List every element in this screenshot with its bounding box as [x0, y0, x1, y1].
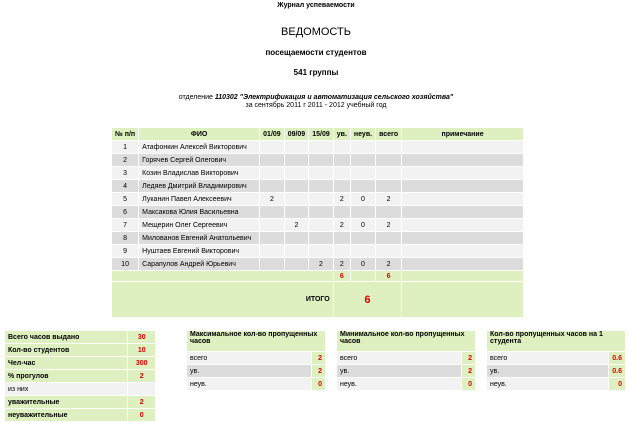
col-header: № п/п [112, 128, 138, 140]
table-cell [402, 219, 523, 231]
table-cell [351, 206, 375, 218]
table-cell: 2 [376, 193, 401, 205]
table-cell [260, 141, 284, 153]
box-title-row [337, 331, 475, 351]
table-cell [309, 167, 333, 179]
table-cell [285, 245, 309, 257]
table-cell [309, 141, 333, 153]
table-cell: 2 [112, 154, 138, 166]
box-table [186, 330, 326, 391]
table-row [112, 232, 523, 244]
attendance-table [111, 127, 524, 318]
table-cell [376, 180, 401, 192]
box-row [187, 352, 325, 364]
student-name: Милованов Евгений Анатольевич [139, 232, 259, 244]
itogo-label: ИТОГО [112, 282, 333, 317]
table-cell [334, 206, 350, 218]
box-table [486, 330, 626, 391]
table-cell: 10 [112, 258, 138, 270]
student-name: Ледяев Дмитрий Владимирович [139, 180, 259, 192]
table-cell: 2 [285, 219, 309, 231]
table-cell: 2 [260, 193, 284, 205]
table-row [112, 180, 523, 192]
box-row-label: неув. [337, 378, 461, 390]
table-cell [260, 232, 284, 244]
box-row-value: 0 [462, 378, 475, 390]
table-cell [351, 141, 375, 153]
table-cell [260, 180, 284, 192]
table-cell [309, 232, 333, 244]
box-row [187, 378, 325, 390]
student-name: Мещерин Олег Сергеевич [139, 219, 259, 231]
table-cell: 2 [334, 193, 350, 205]
table-cell [285, 258, 309, 270]
total-neuv [351, 271, 375, 281]
summary-label: Чел-час [5, 357, 127, 369]
summary-value: 300 [128, 357, 155, 369]
box-row [487, 378, 625, 390]
table-header-row [112, 128, 523, 140]
box-row-value: 0.6 [609, 365, 625, 377]
table-cell [376, 167, 401, 179]
student-name: Козин Владислав Викторович [139, 167, 259, 179]
period-line: за сентябрь 2011 г 2011 - 2012 учебный год [245, 102, 387, 109]
col-header: 09/09 [285, 128, 309, 140]
box-row [187, 365, 325, 377]
table-row [112, 258, 523, 270]
summary-label: Всего часов выдано [5, 331, 127, 343]
student-name: Сарапулов Андрей Юрьевич [139, 258, 259, 270]
table-cell [351, 167, 375, 179]
col-header: примечание [402, 128, 523, 140]
journal-title: Журнал успеваемости [277, 2, 355, 9]
table-cell [309, 154, 333, 166]
table-cell [402, 154, 523, 166]
table-cell [285, 154, 309, 166]
department-line [0, 94, 632, 101]
box-title: Минимальное кол-во пропущенных часов [337, 331, 475, 351]
table-cell [285, 180, 309, 192]
table-cell [402, 206, 523, 218]
summary-value: 2 [128, 396, 155, 408]
table-cell [402, 167, 523, 179]
table-cell [334, 167, 350, 179]
table-cell [402, 245, 523, 257]
box-row [337, 365, 475, 377]
table-cell [334, 154, 350, 166]
summary-label: уважительные [5, 396, 127, 408]
per-student-box [486, 330, 626, 391]
box-row [337, 378, 475, 390]
table-cell [260, 258, 284, 270]
box-title-row [487, 331, 625, 351]
table-cell [402, 141, 523, 153]
table-cell: 2 [376, 258, 401, 270]
box-table [336, 330, 476, 391]
max-missed-box [186, 330, 326, 391]
table-cell [334, 232, 350, 244]
table-cell: 2 [309, 258, 333, 270]
table-row [112, 245, 523, 257]
department-name: "Электрификация и автоматизация сельского хозяйства" [239, 94, 454, 101]
box-row [487, 365, 625, 377]
summary-label: неуважительные [5, 409, 127, 421]
department-code: 110302 [214, 94, 238, 101]
table-cell: 3 [112, 167, 138, 179]
table-row [112, 154, 523, 166]
summary-row [5, 370, 155, 382]
summary-value: 30 [128, 331, 155, 343]
col-header: 01/09 [260, 128, 284, 140]
box-row-value: 2 [462, 365, 475, 377]
box-row-value: 0 [312, 378, 325, 390]
summary-label: Кол-во студентов [5, 344, 127, 356]
box-row [337, 352, 475, 364]
table-cell [376, 206, 401, 218]
summary-table [4, 330, 156, 422]
table-row [112, 193, 523, 205]
group-label: 541 группы [293, 68, 339, 77]
table-cell: 2 [334, 258, 350, 270]
box-row-label: ув. [487, 365, 608, 377]
summary-value: 10 [128, 344, 155, 356]
table-cell: 6 [112, 206, 138, 218]
box-title: Кол-во пропущенных часов на 1 студента [487, 331, 625, 351]
box-row-label: ув. [187, 365, 311, 377]
box-row-label: всего [187, 352, 311, 364]
table-cell: 0 [351, 258, 375, 270]
box-row-label: неув. [487, 378, 608, 390]
table-cell [402, 180, 523, 192]
table-cell [376, 141, 401, 153]
student-name: Горячев Сергей Олегович [139, 154, 259, 166]
summary-value: 0 [128, 409, 155, 421]
table-cell [285, 232, 309, 244]
table-cell: 1 [112, 141, 138, 153]
department-prefix: отделение [178, 94, 213, 101]
doc-title: ВЕДОМОСТЬ [281, 26, 351, 38]
table-cell [309, 193, 333, 205]
table-cell [376, 245, 401, 257]
table-row [112, 167, 523, 179]
table-cell [260, 154, 284, 166]
summary-label: % прогулов [5, 370, 127, 382]
box-row-value: 2 [312, 365, 325, 377]
table-cell [285, 206, 309, 218]
table-cell [285, 193, 309, 205]
summary-value [128, 383, 155, 395]
table-cell: 8 [112, 232, 138, 244]
summary-row [5, 344, 155, 356]
total-vsego: 6 [376, 271, 401, 281]
col-header: всего [376, 128, 401, 140]
table-cell [309, 219, 333, 231]
table-cell [285, 141, 309, 153]
table-cell: 2 [376, 219, 401, 231]
summary-row [5, 383, 155, 395]
box-row-label: всего [337, 352, 461, 364]
table-cell [351, 245, 375, 257]
table-cell [309, 180, 333, 192]
summary-row [5, 357, 155, 369]
table-cell [309, 206, 333, 218]
col-header: ФИО [139, 128, 259, 140]
table-cell: 2 [334, 219, 350, 231]
table-cell [402, 193, 523, 205]
table-cell [260, 167, 284, 179]
box-title: Максимальное кол-во пропущенных часов [187, 331, 325, 351]
table-cell [376, 154, 401, 166]
table-cell: 9 [112, 245, 138, 257]
table-cell [334, 141, 350, 153]
table-cell [402, 232, 523, 244]
student-name: Луканин Павел Алексеевич [139, 193, 259, 205]
box-row-label: неув. [187, 378, 311, 390]
col-header: 15/09 [309, 128, 333, 140]
summary-value: 2 [128, 370, 155, 382]
doc-subtitle: посещаемости студентов [265, 48, 367, 57]
table-cell: 4 [112, 180, 138, 192]
table-cell [334, 180, 350, 192]
box-row-value: 2 [312, 352, 325, 364]
box-title-row [187, 331, 325, 351]
table-row [112, 141, 523, 153]
total-uv: 6 [334, 271, 350, 281]
box-row-label: всего [487, 352, 608, 364]
table-cell: 7 [112, 219, 138, 231]
student-name: Атафонкин Алексей Викторович [139, 141, 259, 153]
table-row [112, 219, 523, 231]
min-missed-box [336, 330, 476, 391]
box-row-value: 2 [462, 352, 475, 364]
summary-row [5, 409, 155, 421]
table-cell: 5 [112, 193, 138, 205]
itogo-row [112, 282, 523, 317]
table-cell [309, 245, 333, 257]
table-cell [351, 232, 375, 244]
summary-row [5, 396, 155, 408]
table-row [112, 206, 523, 218]
table-cell [260, 245, 284, 257]
table-cell [351, 154, 375, 166]
summary-row [5, 331, 155, 343]
table-cell [260, 219, 284, 231]
table-cell [260, 206, 284, 218]
itogo-value: 6 [334, 282, 401, 317]
student-name: Нуштаев Евгений Викторович [139, 245, 259, 257]
totals-row [112, 271, 523, 281]
table-cell [351, 180, 375, 192]
student-name: Максакова Юлия Васильевна [139, 206, 259, 218]
box-row-value: 0 [609, 378, 625, 390]
box-row-label: ув. [337, 365, 461, 377]
table-cell: 0 [351, 193, 375, 205]
table-cell [285, 167, 309, 179]
table-cell: 0 [351, 219, 375, 231]
col-header: ув. [334, 128, 350, 140]
box-row [487, 352, 625, 364]
table-cell [334, 245, 350, 257]
table-cell [402, 258, 523, 270]
table-cell [376, 232, 401, 244]
summary-label: из них [5, 383, 127, 395]
box-row-value: 0.6 [609, 352, 625, 364]
col-header: неув. [351, 128, 375, 140]
